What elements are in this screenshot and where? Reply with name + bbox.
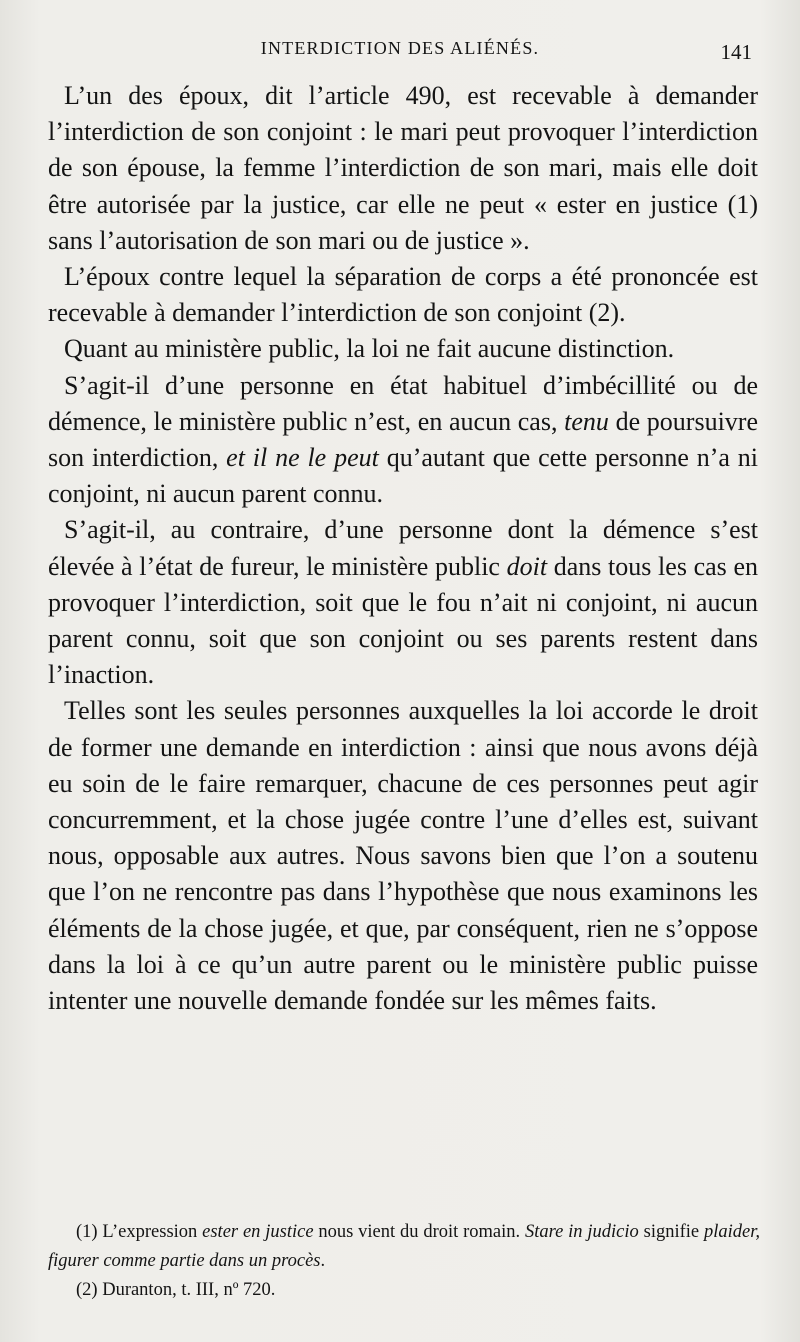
footnote-1-marker: (1) <box>76 1222 98 1242</box>
footnote-1-emphasis-a: ester en justice <box>202 1222 314 1242</box>
paragraph-5-emphasis: doit <box>506 551 548 581</box>
footnotes <box>48 1218 760 1305</box>
paragraph-4-emphasis-a: tenu <box>564 406 609 436</box>
running-head <box>48 38 752 68</box>
paragraph-5-text-a: S’agit-il, au contraire, d’une personne dont la démence s’est élevée à l’état de fureur, le ministère public <box>48 515 758 581</box>
footnote-2 <box>48 1276 760 1305</box>
paragraph-6: Telles sont les seules personnes auxquelles la loi accorde le droit de former une demande en interdiction : ainsi que nous avons déjà eu soin de le faire remarquer, chacune de ces personnes peut agir concurremment, et la chose jugée contre l’une d’elles est, suivant nous, opposable aux autres. Nous savons bien que l’on a soutenu que l’on ne rencontre pas dans l’hypothèse que nous examinons les éléments de la chose jugée, et que, par conséquent, rien ne s’oppose dans la loi à ce qu’un autre parent ou le ministère public puisse intenter une nouvelle demande fondée sur les mêmes faits. <box>48 696 758 1016</box>
page-number: 141 <box>720 40 752 64</box>
paragraph-2: L’époux contre lequel la séparation de corps a été prononcée est recevable à demander l’interdiction de son conjoint (2). <box>48 262 758 328</box>
footnote-1-emphasis-b: Stare in judicio <box>524 1222 639 1242</box>
paragraph-1: L’un des époux, dit l’article 490, est recevable à demander l’interdiction de son conjoint : le mari peut provoquer l’interdiction de son épouse, la femme l’interdiction de son mari, mais elle doit être autorisée par la justice, car elle ne peut « ester en justice (1) sans l’autorisation de son mari ou de justice ». <box>48 81 758 255</box>
paragraph-4-text-a: S’agit-il d’une personne en état habituel d’imbécillité ou de démence, le ministère public n’est, en aucun cas, <box>48 370 758 436</box>
footnote-1 <box>48 1218 760 1276</box>
paragraph-3: Quant au ministère public, la loi ne fait aucune distinction. <box>64 334 675 364</box>
footnote-2-text: Duranton, t. III, nº 720. <box>97 1280 276 1300</box>
paragraph-4-emphasis-b: et il ne le peut <box>226 443 379 473</box>
paragraph-5-text-b: dans tous les cas en provoquer l’interdiction, soit que le fou n’ait ni conjoint, ni aucun parent connu, soit que son conjoint ou ses parents restent dans l’inaction. <box>48 551 758 690</box>
body-text <box>48 78 758 1019</box>
paragraph-4-text-b: de poursuivre son interdiction, <box>48 406 758 473</box>
footnote-1-text-b: nous vient du droit romain. <box>313 1222 525 1242</box>
paragraph-5 <box>48 512 758 693</box>
footnote-1-emphasis-c: plaider, figurer comme partie dans un procès <box>48 1222 760 1271</box>
footnote-2-marker: (2) <box>76 1280 98 1300</box>
footnote-1-text-d: . <box>320 1251 326 1271</box>
running-title: INTERDICTION DES ALIÉNÉS. <box>260 38 540 58</box>
footnote-1-text-a: L’expression <box>97 1222 203 1242</box>
paragraph-4-text-c: qu’autant que cette personne n’a ni conjoint, ni aucun parent connu. <box>48 443 758 509</box>
paragraph-4 <box>48 368 758 513</box>
footnote-1-text-c: signifie <box>638 1222 704 1242</box>
